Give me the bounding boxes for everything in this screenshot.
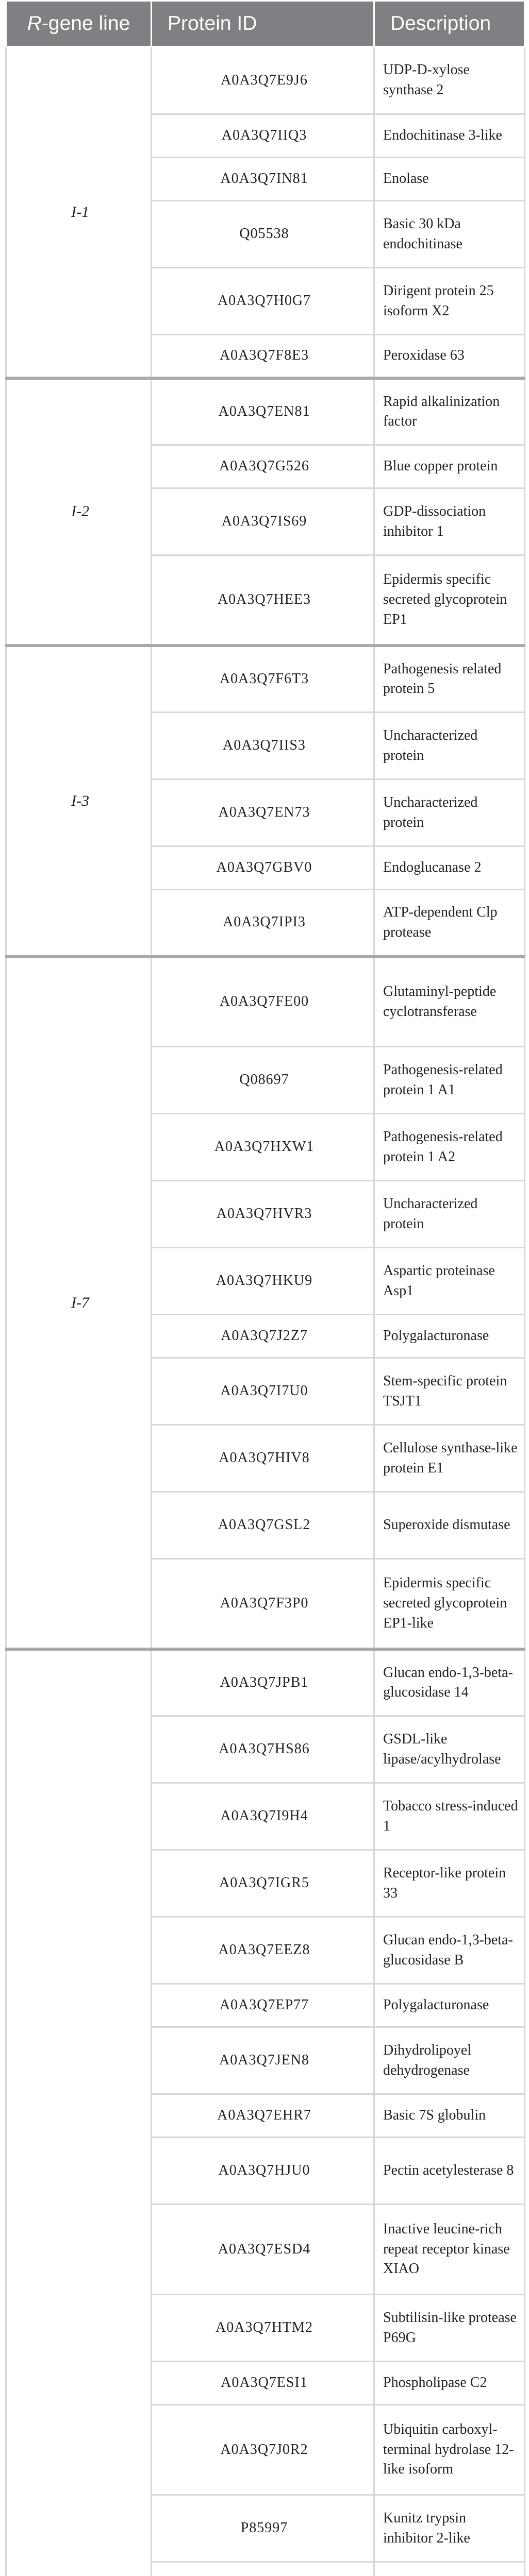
protein-id-cell: A0A3Q7H0G7 bbox=[152, 268, 374, 335]
rgene-line-cell: I-7 bbox=[6, 957, 152, 1649]
description-cell: Uncharacterized protein bbox=[374, 1181, 525, 1248]
protein-id-cell: A0A3Q7HIV8 bbox=[152, 1425, 374, 1492]
description-cell: Glucan endo-1,3-beta-glucosidase B bbox=[374, 1917, 525, 1984]
protein-id-cell: A0A3Q7HKU9 bbox=[152, 1248, 374, 1315]
protein-id-cell: A0A3Q7EN73 bbox=[152, 779, 374, 846]
header-rgene-italic: R bbox=[27, 12, 42, 35]
description-cell: Epidermis specific secreted glycoprotein EP1-like bbox=[374, 1559, 525, 1649]
description-cell: Glutaminyl-peptide cyclotransferase bbox=[374, 957, 525, 1047]
description-cell: Tobacco stress-induced 1 bbox=[374, 1783, 525, 1850]
protein-id-cell: A0A3Q7EN81 bbox=[152, 378, 374, 445]
protein-id-cell bbox=[152, 2562, 374, 2576]
protein-id-cell: A0A3Q7HXW1 bbox=[152, 1114, 374, 1181]
protein-table bbox=[5, 0, 525, 2576]
description-cell: GDP-dissociation inhibitor 1 bbox=[374, 488, 525, 555]
rgene-line-cell: I-1 bbox=[6, 47, 152, 378]
protein-id-cell: P85997 bbox=[152, 2495, 374, 2562]
description-cell: Cellulose synthase-like protein E1 bbox=[374, 1425, 525, 1492]
protein-id-cell: A0A3Q7F3P0 bbox=[152, 1559, 374, 1649]
description-cell: Phospholipase C2 bbox=[374, 2362, 525, 2405]
description-cell: Ubiquitin carboxyl-terminal hydrolase 12-like isoform bbox=[374, 2405, 525, 2495]
description-cell: Endoglucanase 2 bbox=[374, 846, 525, 890]
protein-id-cell: A0A3Q7I9H4 bbox=[152, 1783, 374, 1850]
protein-table-container bbox=[5, 0, 524, 2576]
protein-id-cell: A0A3Q7HVR3 bbox=[152, 1181, 374, 1248]
table-row bbox=[6, 47, 525, 114]
description-cell: Subtilisin-like protease P69G bbox=[374, 2295, 525, 2362]
table-row bbox=[6, 1649, 525, 1716]
description-cell: Receptor-like protein 33 bbox=[374, 1850, 525, 1917]
description-cell: Enolase bbox=[374, 158, 525, 201]
protein-id-cell: A0A3Q7HS86 bbox=[152, 1716, 374, 1783]
description-cell: Stem-specific protein TSJT1 bbox=[374, 1358, 525, 1425]
header-rgene-rest: -gene line bbox=[42, 12, 130, 35]
protein-id-cell: A0A3Q7IIQ3 bbox=[152, 114, 374, 158]
description-cell: Basic 7S globulin bbox=[374, 2094, 525, 2138]
protein-id-cell: A0A3Q7J0R2 bbox=[152, 2405, 374, 2495]
protein-id-cell: A0A3Q7EP77 bbox=[152, 1984, 374, 2027]
protein-id-cell: A0A3Q7EEZ8 bbox=[152, 1917, 374, 1984]
protein-id-cell: Q08697 bbox=[152, 1047, 374, 1114]
description-cell: Inactive leucine-rich repeat receptor kinase XIAO bbox=[374, 2205, 525, 2295]
protein-id-cell: A0A3Q7JPB1 bbox=[152, 1649, 374, 1716]
header-protein-id: Protein ID bbox=[152, 1, 374, 47]
description-cell: Epidermis specific secreted glycoprotein EP1 bbox=[374, 555, 525, 646]
description-cell: Peroxidase 63 bbox=[374, 335, 525, 378]
description-cell: Uncharacterized protein bbox=[374, 713, 525, 779]
description-cell: Dihydrolipoyel dehydrogenase bbox=[374, 2027, 525, 2094]
protein-id-cell: A0A3Q7GBV0 bbox=[152, 846, 374, 890]
protein-id-cell: Q05538 bbox=[152, 201, 374, 268]
table-row bbox=[6, 957, 525, 1047]
description-cell: UDP-D-xylose synthase 2 bbox=[374, 47, 525, 114]
protein-id-cell: A0A3Q7ESI1 bbox=[152, 2362, 374, 2405]
protein-id-cell: A0A3Q7F6T3 bbox=[152, 646, 374, 713]
description-cell: Polygalacturonase bbox=[374, 1984, 525, 2027]
description-cell: Glucan endo-1,3-beta-glucosidase 14 bbox=[374, 1649, 525, 1716]
description-cell: Basic 30 kDa endochitinase bbox=[374, 201, 525, 268]
protein-id-cell: A0A3Q7ESD4 bbox=[152, 2205, 374, 2295]
description-cell: Endochitinase 3-like bbox=[374, 114, 525, 158]
header-row bbox=[6, 1, 525, 47]
protein-id-cell: A0A3Q7IS69 bbox=[152, 488, 374, 555]
description-cell bbox=[374, 2562, 525, 2576]
protein-id-cell: A0A3Q7HTM2 bbox=[152, 2295, 374, 2362]
protein-id-cell: A0A3Q7HEE3 bbox=[152, 555, 374, 646]
description-cell: GSDL-like lipase/acylhydrolase bbox=[374, 1716, 525, 1783]
description-cell: Aspartic proteinase Asp1 bbox=[374, 1248, 525, 1315]
protein-id-cell: A0A3Q7G526 bbox=[152, 445, 374, 488]
protein-id-cell: A0A3Q7IN81 bbox=[152, 158, 374, 201]
table-row bbox=[6, 646, 525, 713]
description-cell: Pectin acetylesterase 8 bbox=[374, 2138, 525, 2205]
description-cell: Uncharacterized protein bbox=[374, 779, 525, 846]
protein-id-cell: A0A3Q7F8E3 bbox=[152, 335, 374, 378]
table-body bbox=[6, 47, 525, 2576]
rgene-line-cell: I-2 bbox=[6, 378, 152, 646]
description-cell: Dirigent protein 25 isoform X2 bbox=[374, 268, 525, 335]
protein-id-cell: A0A3Q7GSL2 bbox=[152, 1492, 374, 1559]
description-cell: Rapid alkalinization factor bbox=[374, 378, 525, 445]
table-row bbox=[6, 378, 525, 445]
protein-id-cell: A0A3Q7JEN8 bbox=[152, 2027, 374, 2094]
protein-id-cell: A0A3Q7IGR5 bbox=[152, 1850, 374, 1917]
description-cell: Pathogenesis-related protein 1 A2 bbox=[374, 1114, 525, 1181]
protein-id-cell: A0A3Q7EHR7 bbox=[152, 2094, 374, 2138]
description-cell: Superoxide dismutase bbox=[374, 1492, 525, 1559]
description-cell: Pathogenesis related protein 5 bbox=[374, 646, 525, 713]
protein-id-cell: A0A3Q7I7U0 bbox=[152, 1358, 374, 1425]
protein-id-cell: A0A3Q7J2Z7 bbox=[152, 1315, 374, 1358]
header-description: Description bbox=[374, 1, 525, 47]
header-rgene-line bbox=[6, 1, 152, 47]
description-cell: Pathogenesis-related protein 1 A1 bbox=[374, 1047, 525, 1114]
protein-id-cell: A0A3Q7HJU0 bbox=[152, 2138, 374, 2205]
description-cell: Kunitz trypsin inhibitor 2-like bbox=[374, 2495, 525, 2562]
description-cell: Polygalacturonase bbox=[374, 1315, 525, 1358]
protein-id-cell: A0A3Q7IIS3 bbox=[152, 713, 374, 779]
description-cell: Blue copper protein bbox=[374, 445, 525, 488]
rgene-line-cell bbox=[6, 1649, 152, 2576]
protein-id-cell: A0A3Q7FE00 bbox=[152, 957, 374, 1047]
rgene-line-cell: I-3 bbox=[6, 646, 152, 957]
protein-id-cell: A0A3Q7IPI3 bbox=[152, 890, 374, 957]
description-cell: ATP-dependent Clp protease bbox=[374, 890, 525, 957]
protein-id-cell: A0A3Q7E9J6 bbox=[152, 47, 374, 114]
